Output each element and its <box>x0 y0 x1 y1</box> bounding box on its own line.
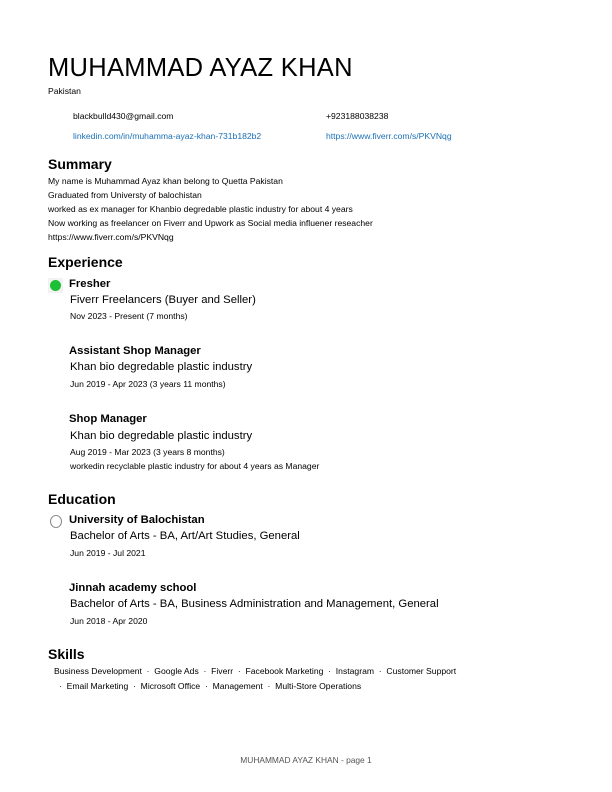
fiverr-link[interactable]: https://www.fiverr.com/s/PKVNqg <box>326 131 452 141</box>
location: Pakistan <box>48 86 81 96</box>
degree: Bachelor of Arts - BA, Business Administration and Management, General <box>70 598 439 610</box>
candidate-name: MUHAMMAD AYAZ KHAN <box>48 54 353 82</box>
skills-list: · Email Marketing · Microsoft Office · Management · Multi-Store Operations <box>59 681 362 691</box>
summary-line: Now working as freelancer on Fiverr and Upwork as Social media influener reseacher <box>48 218 373 228</box>
education-dates: Jun 2019 - Jul 2021 <box>70 548 146 558</box>
phone: +923188038238 <box>326 111 389 121</box>
summary-line: My name is Muhammad Ayaz khan belong to Quetta Pakistan <box>48 176 283 186</box>
university-logo-icon <box>48 514 63 529</box>
job-dates: Nov 2023 - Present (7 months) <box>70 311 188 321</box>
summary-line: Graduated from Universty of balochistan <box>48 190 202 200</box>
job-title: Fresher <box>69 278 111 290</box>
summary-heading: Summary <box>48 156 112 172</box>
email[interactable]: blackbulld430@gmail.com <box>73 111 174 121</box>
job-title: Assistant Shop Manager <box>69 345 201 357</box>
job-company: Khan bio degredable plastic industry <box>70 430 253 442</box>
job-title: Shop Manager <box>69 413 147 425</box>
school-name: University of Balochistan <box>69 514 205 526</box>
summary-line: https://www.fiverr.com/s/PKVNqg <box>48 232 174 242</box>
skills-list: Business Development · Google Ads · Fiverr · Facebook Marketing · Instagram · Customer Support <box>54 666 457 676</box>
school-name: Jinnah academy school <box>69 582 197 594</box>
experience-heading: Experience <box>48 254 123 270</box>
job-dates: Jun 2019 - Apr 2023 (3 years 11 months) <box>70 379 226 389</box>
linkedin-link[interactable]: linkedin.com/in/muhamma-ayaz-khan-731b182b2 <box>73 131 262 141</box>
skills-heading: Skills <box>48 646 85 662</box>
job-company: Fiverr Freelancers (Buyer and Seller) <box>70 294 256 306</box>
summary-line: worked as ex manager for Khanbio degredable plastic industry for about 4 years <box>48 204 353 214</box>
education-dates: Jun 2018 - Apr 2020 <box>70 616 148 626</box>
degree: Bachelor of Arts - BA, Art/Art Studies, General <box>70 530 300 542</box>
page-footer: MUHAMMAD AYAZ KHAN - page 1 <box>240 755 372 765</box>
education-heading: Education <box>48 491 116 507</box>
job-description: workedin recyclable plastic industry for about 4 years as Manager <box>70 461 320 471</box>
fiverr-logo-icon <box>48 278 63 293</box>
job-company: Khan bio degredable plastic industry <box>70 361 253 373</box>
job-dates: Aug 2019 - Mar 2023 (3 years 8 months) <box>70 447 225 457</box>
